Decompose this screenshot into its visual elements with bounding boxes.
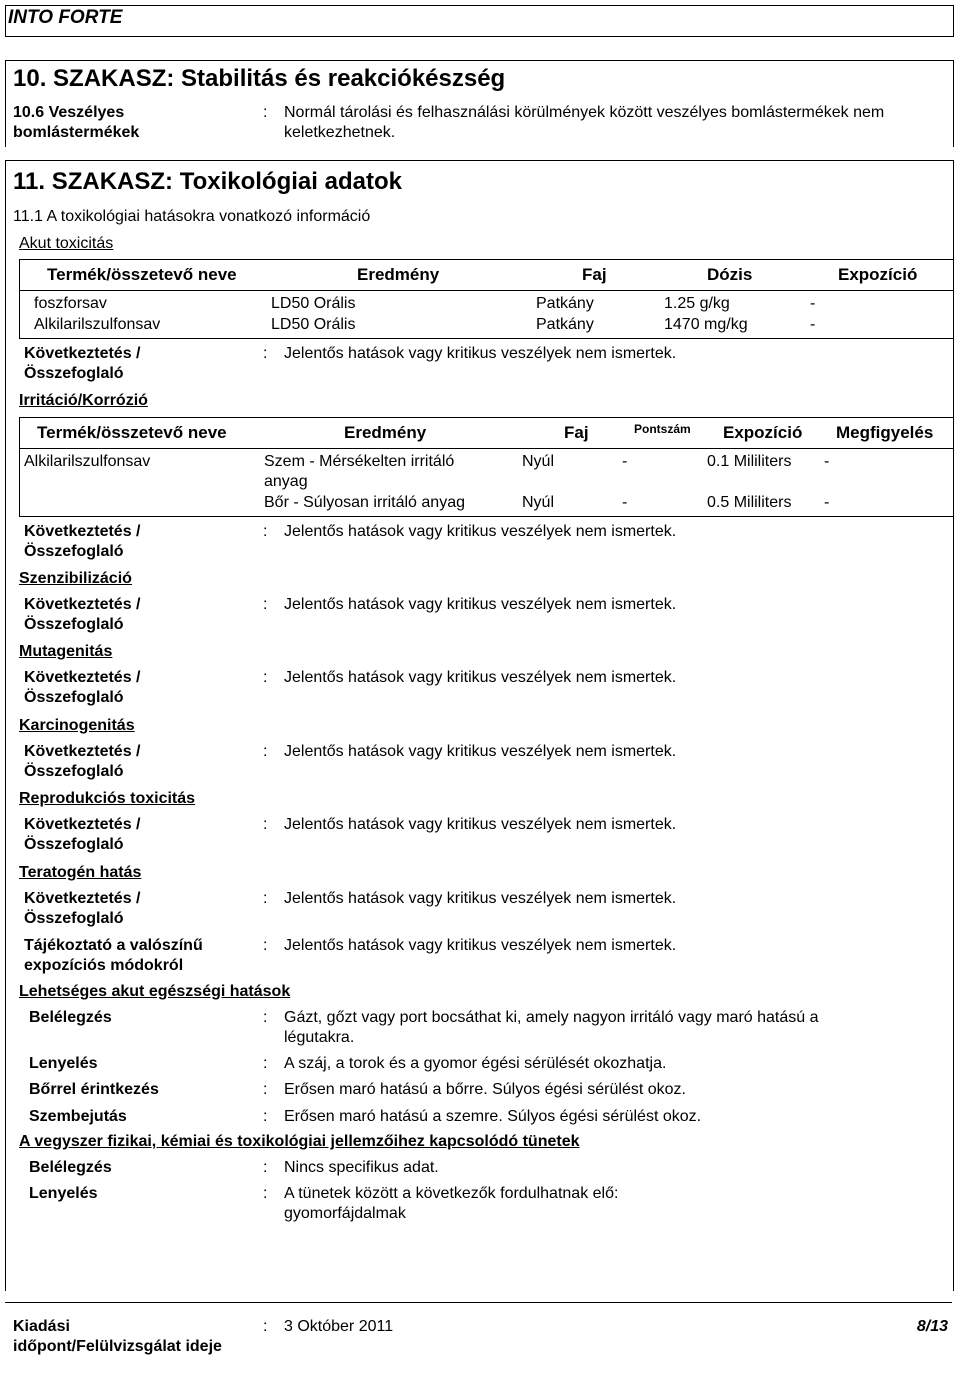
irritation-row-1-result: Szem - Mérsékelten irritáló: [264, 453, 455, 470]
conclusion-label-line1: Következtetés /: [24, 890, 141, 907]
conclusion-text: Jelentős hatások vagy kritikus veszélyek nem ismertek.: [284, 345, 677, 362]
table-row-1-name: foszforsav: [34, 295, 107, 312]
acute-col-result: Eredmény: [357, 265, 440, 284]
conclusion-label-line1: Következtetés /: [24, 816, 141, 833]
irritation-col-score: Pontszám: [634, 422, 691, 436]
table-row-2-species: Patkány: [536, 316, 594, 333]
footer-divider: [5, 1302, 952, 1303]
acute-col-product: Termék/összetevő neve: [47, 265, 237, 284]
acute-effects-heading: Lehetséges akut egészségi hatások: [19, 983, 291, 1000]
footer-label-line2: időpont/Felülvizsgálat ideje: [13, 1338, 222, 1355]
inhalation-text-line2: légutakra.: [284, 1029, 355, 1046]
inhalation-label: Belélegzés: [29, 1009, 112, 1026]
table-row-2-name: Alkilarilszulfonsav: [34, 316, 161, 333]
section-10-title: 10. SZAKASZ: Stabilitás és reakciókészség: [13, 65, 506, 92]
skin-contact-label: Bőrrel érintkezés: [29, 1081, 159, 1098]
conclusion-text: Jelentős hatások vagy kritikus veszélyek nem ismertek.: [284, 816, 677, 833]
conclusion-label-line1: Következtetés /: [24, 596, 141, 613]
irritation-row-1-score: -: [622, 453, 628, 470]
conclusion-label-line2: Összefoglaló: [24, 836, 124, 853]
ingestion-label: Lenyelés: [29, 1055, 98, 1072]
irritation-col-result: Eredmény: [344, 423, 427, 442]
colon: :: [263, 1055, 268, 1072]
colon: :: [263, 1318, 268, 1335]
decomposition-value-line2: keletkezhetnek.: [284, 124, 396, 141]
conclusion-text: Jelentős hatások vagy kritikus veszélyek nem ismertek.: [284, 523, 677, 540]
conclusion-label-line2: Összefoglaló: [24, 689, 124, 706]
conclusion-label-line1: Következtetés /: [24, 669, 141, 686]
decomposition-label-line1: 10.6 Veszélyes: [13, 104, 125, 121]
irritation-col-product: Termék/összetevő neve: [37, 423, 227, 442]
irritation-row-1-result-cont: anyag: [264, 473, 308, 490]
colon: :: [263, 596, 268, 613]
irritation-col-observation: Megfigyelés: [836, 423, 934, 442]
exposure-routes-label-line1: Tájékoztató a valószínű: [24, 937, 203, 954]
footer-label-line1: Kiadási: [13, 1318, 70, 1335]
eye-contact-text: Erősen maró hatású a szemre. Súlyos égési sérülést okoz.: [284, 1108, 702, 1125]
acute-col-exposure: Expozíció: [838, 265, 918, 284]
colon: :: [263, 816, 268, 833]
symptoms-ingestion-text-line2: gyomorfájdalmak: [284, 1205, 406, 1222]
mutagenicity-heading: Mutagenitás: [19, 643, 113, 660]
conclusion-label-line1: Következtetés /: [24, 743, 141, 760]
irritation-row-1-observation: -: [824, 453, 830, 470]
irritation-row-2-species: Nyúl: [522, 494, 555, 511]
section-11-title: 11. SZAKASZ: Toxikológiai adatok: [13, 168, 402, 195]
colon: :: [263, 104, 268, 121]
irritation-col-exposure: Expozíció: [723, 423, 803, 442]
irritation-row-1-species: Nyúl: [522, 453, 555, 470]
company-name: INTO FORTE: [8, 7, 123, 28]
conclusion-label-line2: Összefoglaló: [24, 910, 124, 927]
section-11-subtitle: 11.1 A toxikológiai hatásokra vonatkozó információ: [13, 208, 371, 225]
conclusion-text: Jelentős hatások vagy kritikus veszélyek nem ismertek.: [284, 596, 677, 613]
table-row-1-dose: 1.25 g/kg: [664, 295, 730, 312]
colon: :: [263, 1081, 268, 1098]
acute-col-dose: Dózis: [707, 265, 753, 284]
colon: :: [263, 345, 268, 362]
decomposition-label-line2: bomlástermékek: [13, 124, 140, 141]
symptoms-ingestion-text-line1: A tünetek között a következők fordulhatnak elő:: [284, 1185, 619, 1202]
colon: :: [263, 1159, 268, 1176]
irritation-row-2-observation: -: [824, 494, 830, 511]
irritation-row-2-exposure: 0.5 Mililiters: [707, 494, 792, 511]
table-row-2-dose: 1470 mg/kg: [664, 316, 748, 333]
symptoms-heading: A vegyszer fizikai, kémiai és toxikológiai jellemzőihez kapcsolódó tünetek: [19, 1133, 580, 1150]
colon: :: [263, 523, 268, 540]
conclusion-text: Jelentős hatások vagy kritikus veszélyek nem ismertek.: [284, 743, 677, 760]
colon: :: [263, 669, 268, 686]
decomposition-value-line1: Normál tárolási és felhasználási körülmények között veszélyes bomlástermékek nem: [284, 104, 885, 121]
colon: :: [263, 743, 268, 760]
symptoms-inhalation-label: Belélegzés: [29, 1159, 112, 1176]
colon: :: [263, 1108, 268, 1125]
table-row-1-exposure: -: [810, 295, 816, 312]
eye-contact-label: Szembejutás: [29, 1108, 127, 1125]
skin-contact-text: Erősen maró hatású a bőrre. Súlyos égési sérülést okoz.: [284, 1081, 686, 1098]
conclusion-label-line2: Összefoglaló: [24, 616, 124, 633]
table-row-2-exposure: -: [810, 316, 816, 333]
exposure-routes-text: Jelentős hatások vagy kritikus veszélyek nem ismertek.: [284, 937, 677, 954]
symptoms-ingestion-label: Lenyelés: [29, 1185, 98, 1202]
sensitization-heading: Szenzibilizáció: [19, 570, 132, 587]
header-bar: [5, 5, 954, 37]
exposure-routes-label-line2: expozíciós módokról: [24, 957, 184, 974]
colon: :: [263, 937, 268, 954]
carcinogenicity-heading: Karcinogenitás: [19, 717, 135, 734]
footer-date: 3 Október 2011: [284, 1318, 394, 1335]
irritation-table-body: [19, 448, 954, 517]
table-row-1-species: Patkány: [536, 295, 594, 312]
colon: :: [263, 890, 268, 907]
inhalation-text-line1: Gázt, gőzt vagy port bocsáthat ki, amely nagyon irritáló vagy maró hatású a: [284, 1009, 819, 1026]
acute-col-species: Faj: [582, 265, 607, 284]
page-number: 8/13: [916, 1318, 948, 1335]
ingestion-text: A száj, a torok és a gyomor égési sérülését okozhatja.: [284, 1055, 667, 1072]
colon: :: [263, 1009, 268, 1026]
conclusion-label-line2: Összefoglaló: [24, 763, 124, 780]
reproductive-toxicity-heading: Reprodukciós toxicitás: [19, 790, 196, 807]
conclusion-label-line2: Összefoglaló: [24, 543, 124, 560]
conclusion-label-line2: Összefoglaló: [24, 365, 124, 382]
teratogenic-heading: Teratogén hatás: [19, 864, 142, 881]
table-row-1-result: LD50 Orális: [271, 295, 356, 312]
irritation-row-2-result: Bőr - Súlyosan irritáló anyag: [264, 494, 465, 511]
symptoms-inhalation-text: Nincs specifikus adat.: [284, 1159, 439, 1176]
irritation-row-2-score: -: [622, 494, 628, 511]
conclusion-label-line1: Következtetés /: [24, 345, 141, 362]
acute-toxicity-heading: Akut toxicitás: [19, 235, 114, 252]
colon: :: [263, 1185, 268, 1202]
table-row-2-result: LD50 Orális: [271, 316, 356, 333]
conclusion-text: Jelentős hatások vagy kritikus veszélyek nem ismertek.: [284, 890, 677, 907]
irritation-heading: Irritáció/Korrózió: [19, 392, 148, 409]
irritation-col-species: Faj: [564, 423, 589, 442]
irritation-row-1-exposure: 0.1 Mililiters: [707, 453, 792, 470]
conclusion-text: Jelentős hatások vagy kritikus veszélyek nem ismertek.: [284, 669, 677, 686]
irritation-row-1-name: Alkilarilszulfonsav: [24, 453, 151, 470]
conclusion-label-line1: Következtetés /: [24, 523, 141, 540]
